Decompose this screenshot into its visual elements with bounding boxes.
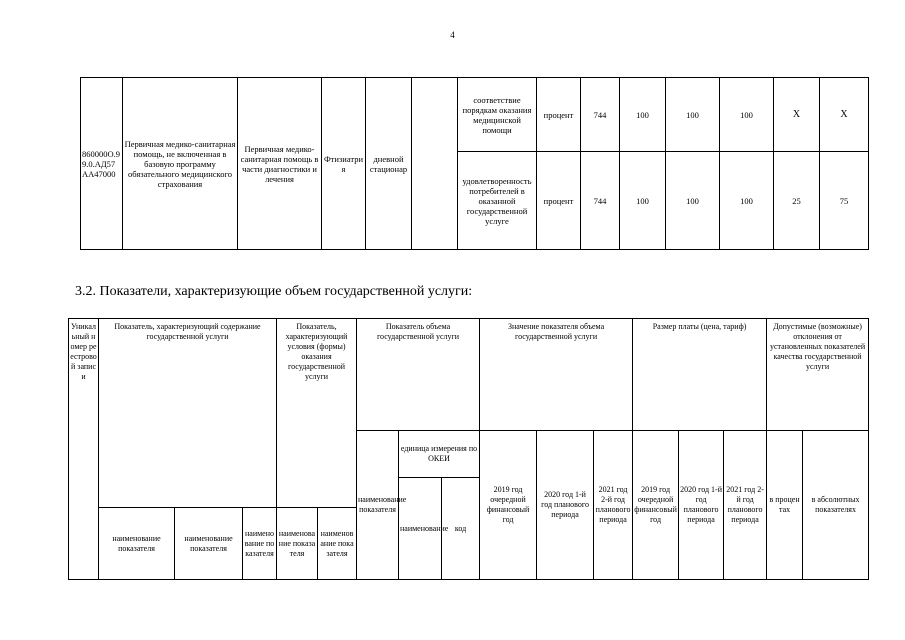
header-value-2021: 2021 год 2-й год планового периода xyxy=(594,431,633,580)
indicator-value-2020: 100 xyxy=(666,152,720,250)
header-unit-code: код xyxy=(442,478,480,580)
header-volume-name: наименование показателя xyxy=(357,431,399,580)
indicator-name: удовлетворенность потребителей в оказанной государственной услуге xyxy=(458,152,537,250)
header-sub-name-1: наименование показателя xyxy=(99,508,175,580)
condition-indicator-1: дневной стационар xyxy=(366,78,412,250)
indicator-code: 744 xyxy=(581,152,620,250)
header-content-indicator: Показатель, характеризующий содержание государственной услуги xyxy=(99,319,277,508)
indicator-value-2021: 100 xyxy=(720,152,774,250)
indicator-name: соответствие порядкам оказания медицинской помощи xyxy=(458,78,537,152)
header-registry-number: Уникальный номер реестровой записи xyxy=(69,319,99,580)
header-volume-value: Значение показателя объема государственной услуги xyxy=(480,319,633,431)
header-fee-2019: 2019 год очередной финансовый год xyxy=(633,431,679,580)
header-sub-name-3: наименование показателя xyxy=(243,508,277,580)
section-heading: 3.2. Показатели, характеризующие объем государственной услуги: xyxy=(75,284,473,299)
quality-indicators-table xyxy=(80,77,869,250)
volume-indicators-table xyxy=(68,318,869,580)
condition-indicator-2 xyxy=(412,78,458,250)
header-value-2020: 2020 год 1-й год планового периода xyxy=(537,431,594,580)
indicator-value-2019: 100 xyxy=(620,152,666,250)
indicator-value-2019: 100 xyxy=(620,78,666,152)
indicator-deviation-pct: 25 xyxy=(774,152,820,250)
header-deviation: Допустимые (возможные) отклонения от установленных показателей качества государственной услуги xyxy=(767,319,869,431)
indicator-value-2021: 100 xyxy=(720,78,774,152)
indicator-code: 744 xyxy=(581,78,620,152)
header-deviation-abs: в абсолютных показателях xyxy=(803,431,869,580)
indicator-unit: процент xyxy=(537,78,581,152)
header-fee-2020: 2020 год 1-й год планового периода xyxy=(679,431,724,580)
content-indicator-3: Фтизиатрия xyxy=(322,78,366,250)
content-indicator-2: Первичная медико-санитарная помощь в части диагностики и лечения xyxy=(238,78,322,250)
header-sub-name-2: наименование показателя xyxy=(175,508,243,580)
header-unit-name: наименование xyxy=(399,478,442,580)
indicator-deviation-abs: 75 xyxy=(820,152,869,250)
indicator-unit: процент xyxy=(537,152,581,250)
page-number: 4 xyxy=(450,30,455,40)
header-unit-okei: единица измерения по ОКЕИ xyxy=(399,431,480,478)
header-value-2019: 2019 год очередной финансовый год xyxy=(480,431,537,580)
indicator-deviation-abs: X xyxy=(820,78,869,152)
header-volume-indicator: Показатель объема государственной услуги xyxy=(357,319,480,431)
registry-code-cell: 860000О.99.0.АД57АА47000 xyxy=(81,78,123,250)
header-sub-name-4: наименование показателя xyxy=(277,508,318,580)
header-sub-name-5: наименование показателя xyxy=(318,508,357,580)
indicator-deviation-pct: X xyxy=(774,78,820,152)
content-indicator-1: Первичная медико-санитарная помощь, не включенная в базовую программу обязательного медицинского страхования xyxy=(123,78,238,250)
indicator-value-2020: 100 xyxy=(666,78,720,152)
header-condition-indicator: Показатель, характеризующий условия (формы) оказания государственной услуги xyxy=(277,319,357,508)
header-fee: Размер платы (цена, тариф) xyxy=(633,319,767,431)
header-deviation-pct: в процентах xyxy=(767,431,803,580)
header-fee-2021: 2021 год 2-й год планового периода xyxy=(724,431,767,580)
